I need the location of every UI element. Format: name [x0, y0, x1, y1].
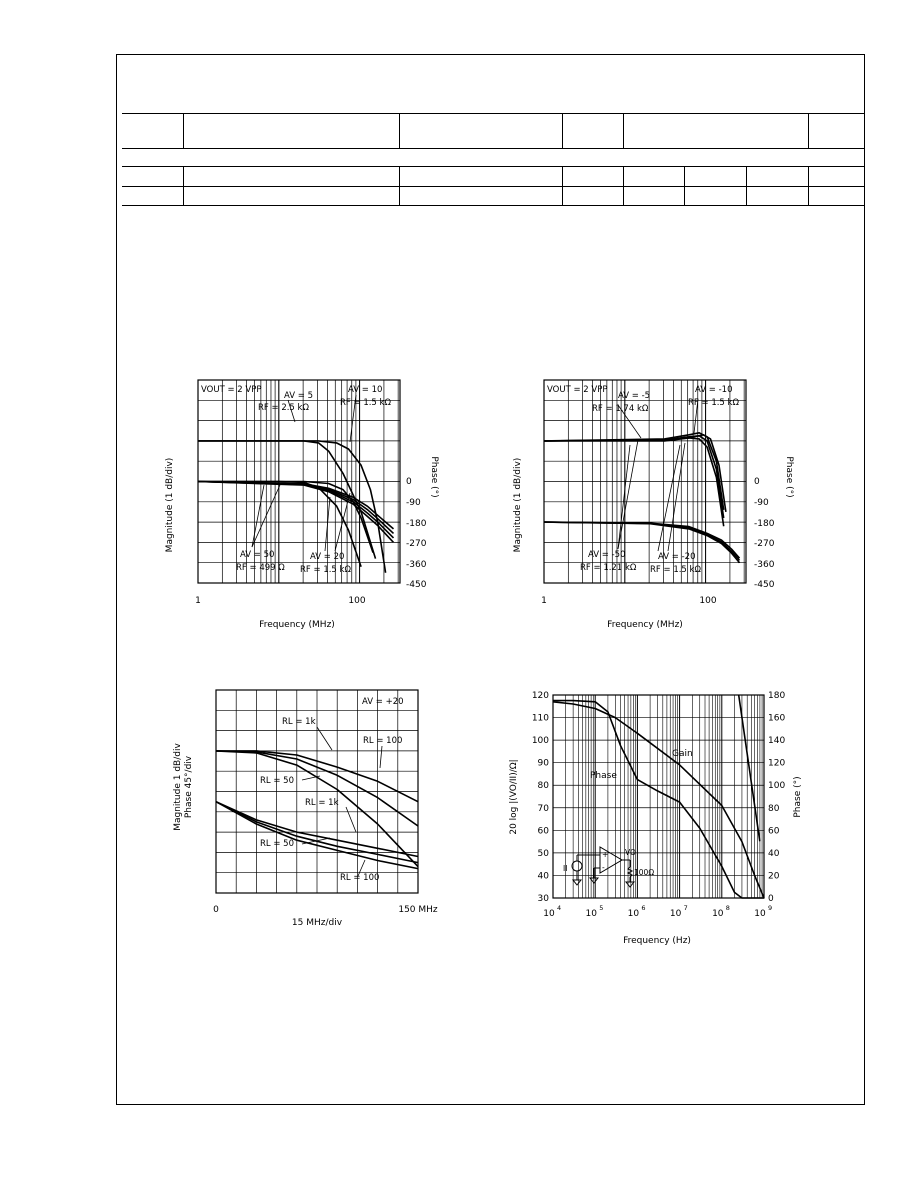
phase-curve — [553, 701, 764, 898]
inverting-response-svg — [510, 375, 794, 640]
annotation-av-20: AV = -20 — [658, 552, 696, 562]
annotation-rl-1k-mag: RL = 1k — [282, 717, 316, 727]
x-tick-exponent: 9 — [768, 904, 773, 912]
phase-tick-label: -450 — [406, 580, 427, 590]
leader-line — [346, 807, 356, 832]
y2-axis-title: Phase (°) — [784, 456, 794, 498]
phase-tick-label: -270 — [754, 539, 775, 549]
magnitude-curve — [544, 438, 724, 526]
y-tick-label: 50 — [537, 848, 549, 859]
x-tick-exponent: 4 — [557, 904, 562, 912]
circuit-label-ii: II — [563, 864, 568, 873]
x-tick-label: 100 — [348, 596, 366, 606]
phase-tick-label: -90 — [406, 498, 421, 508]
x-tick-exponent: 5 — [599, 904, 604, 912]
annotation-av-50: AV = -50 — [588, 550, 626, 560]
load-response-svg — [160, 680, 450, 940]
annotation-av5: AV = 5 — [284, 391, 314, 401]
y-tick-label: 40 — [537, 871, 549, 882]
annotation-rf-1k74: RF = 1.74 kΩ — [592, 404, 649, 414]
phase-curve — [544, 522, 740, 558]
x-tick-label: 1 — [541, 596, 547, 606]
y2-axis-title: Phase (°) — [793, 776, 803, 818]
annotation-vout: VOUT = 2 VPP — [547, 385, 608, 395]
annotation-rf-1k21: RF = 1.21 kΩ — [580, 563, 637, 573]
phase-tick-label: -180 — [406, 519, 427, 529]
magnitude-curve — [544, 436, 724, 518]
annotation-leaders — [252, 395, 356, 551]
circuit-label-plus: + — [602, 850, 609, 859]
transimpedance-svg — [500, 685, 830, 950]
annotation-vout: VOUT = 2 VPP — [201, 385, 262, 395]
phase-tick-label: -360 — [406, 560, 427, 570]
annotation-rl-50-mag: RL = 50 — [260, 776, 294, 786]
y2-tick-label: 180 — [768, 691, 786, 701]
phase-tick-label: -360 — [754, 560, 775, 570]
annotation-rl-100-phase: RL = 100 — [340, 873, 380, 883]
y2-tick-label: 20 — [768, 871, 780, 882]
x-tick-label: 150 MHz — [398, 905, 438, 915]
phase-tick-label: -270 — [406, 539, 427, 549]
phase-tick-label: 0 — [754, 477, 760, 487]
inverting-response-chart — [510, 375, 794, 644]
annotation-rl-1k-phase: RL = 1k — [305, 798, 339, 808]
x-tick-label: 10 — [712, 909, 724, 919]
annotation-rf-499: RF = 499 Ω — [236, 563, 285, 573]
y-axis-title: Magnitude (1 dB/div) — [513, 457, 523, 553]
phase-curve — [198, 482, 394, 538]
y-axis-title: Magnitude (1 dB/div) — [165, 457, 175, 553]
y-tick-label: 90 — [537, 758, 549, 769]
x-axis-title: 15 MHz/div — [291, 918, 343, 928]
phase-legend-label: Phase — [590, 771, 617, 781]
load-response-chart — [160, 680, 450, 944]
y-tick-label: 80 — [537, 781, 549, 792]
phase-tick-label: 0 — [406, 477, 412, 487]
ground-icon — [626, 882, 634, 887]
y2-axis-title: Phase (°) — [429, 456, 439, 498]
annotation-av10: AV = 10 — [348, 385, 383, 395]
x-tick-label: 10 — [543, 909, 555, 919]
chart-curves — [553, 695, 764, 898]
annotation-rf-1k5-b: RF = 1.5 kΩ — [300, 565, 351, 575]
phase-tick-label: -90 — [754, 498, 769, 508]
y-tick-label: 30 — [537, 894, 549, 904]
annotation-av-5: AV = -5 — [618, 391, 651, 401]
noninverting-response-chart — [160, 375, 439, 644]
annotation-av-10: AV = -10 — [695, 385, 733, 395]
annotation-av50: AV = 50 — [240, 550, 275, 560]
y2-tick-label: 120 — [768, 758, 786, 769]
annotation-av20: AV = 20 — [310, 552, 345, 562]
x-axis-title: Frequency (MHz) — [607, 620, 683, 630]
spec-table-grid — [122, 113, 864, 206]
annotation-rf-2k5: RF = 2.5 kΩ — [258, 403, 309, 413]
gain-curve — [553, 702, 764, 898]
y-axis-title: Magnitude 1 dB/div — [173, 743, 183, 831]
y-axis-title: 20 log |(VO/II)/Ω| — [509, 759, 519, 835]
chart-curves — [544, 433, 740, 563]
x-tick-label: 10 — [627, 909, 640, 919]
x-tick-label: 0 — [213, 905, 219, 915]
y2-tick-label: 60 — [768, 826, 780, 837]
phase-curve — [198, 482, 394, 543]
x-tick-label: 1 — [195, 596, 201, 606]
chart-curves — [198, 441, 394, 573]
circuit-label-vo: VO — [625, 848, 636, 857]
x-axis-title: Frequency (Hz) — [623, 936, 691, 946]
leader-line — [380, 746, 382, 768]
phase-tick-label: -180 — [754, 519, 775, 529]
circuit-label-minus: - — [602, 863, 605, 872]
y-axis-title-2: Phase 45°/div — [184, 755, 194, 819]
magnitude-curve — [544, 435, 726, 512]
y-tick-label: 70 — [537, 803, 549, 814]
x-tick-label: 10 — [754, 909, 766, 919]
x-axis-title: Frequency (MHz) — [259, 620, 335, 630]
leader-line — [668, 443, 685, 551]
phase-tick-label: -450 — [754, 580, 775, 590]
x-tick-exponent: 6 — [641, 904, 646, 912]
annotation-rl-50-phase: RL = 50 — [260, 839, 294, 849]
ground-icon — [573, 880, 581, 885]
annotation-rf-1k5-a: RF = 1.5 kΩ — [340, 398, 391, 408]
leader-line — [618, 445, 630, 549]
y2-tick-label: 160 — [768, 713, 786, 724]
annotation-rl-100-mag: RL = 100 — [363, 736, 403, 746]
transimpedance-chart — [500, 685, 830, 954]
leader-line — [252, 485, 264, 547]
magnitude-curve — [544, 433, 724, 510]
y2-tick-label: 0 — [768, 894, 774, 904]
annotation-av20: AV = +20 — [362, 697, 404, 707]
circuit-label-100ohm: 100Ω — [634, 868, 655, 877]
gain-legend-label: Gain — [672, 749, 693, 759]
x-tick-exponent: 8 — [725, 904, 730, 912]
y-tick-label: 120 — [531, 691, 549, 701]
y-tick-label: 110 — [531, 713, 549, 724]
noninverting-response-svg — [160, 375, 439, 640]
y2-tick-label: 140 — [768, 736, 786, 747]
y-tick-label: 60 — [537, 826, 549, 837]
annotation-rf-1k5-b: RF = 1.5 kΩ — [650, 565, 701, 575]
y2-tick-label: 100 — [768, 781, 786, 792]
annotation-rf-1k5-a: RF = 1.5 kΩ — [688, 398, 739, 408]
phase-curve — [544, 522, 740, 560]
current-source-icon — [572, 861, 582, 871]
y-tick-label: 100 — [531, 736, 549, 747]
x-tick-label: 100 — [699, 596, 717, 606]
plot-border — [553, 695, 764, 898]
chart-grid — [553, 695, 764, 898]
y2-tick-label: 40 — [768, 848, 780, 859]
spec-table — [122, 113, 864, 206]
x-tick-label: 10 — [585, 909, 597, 919]
x-tick-label: 10 — [669, 909, 682, 919]
y2-tick-label: 80 — [768, 803, 780, 814]
x-tick-exponent: 7 — [683, 904, 688, 912]
